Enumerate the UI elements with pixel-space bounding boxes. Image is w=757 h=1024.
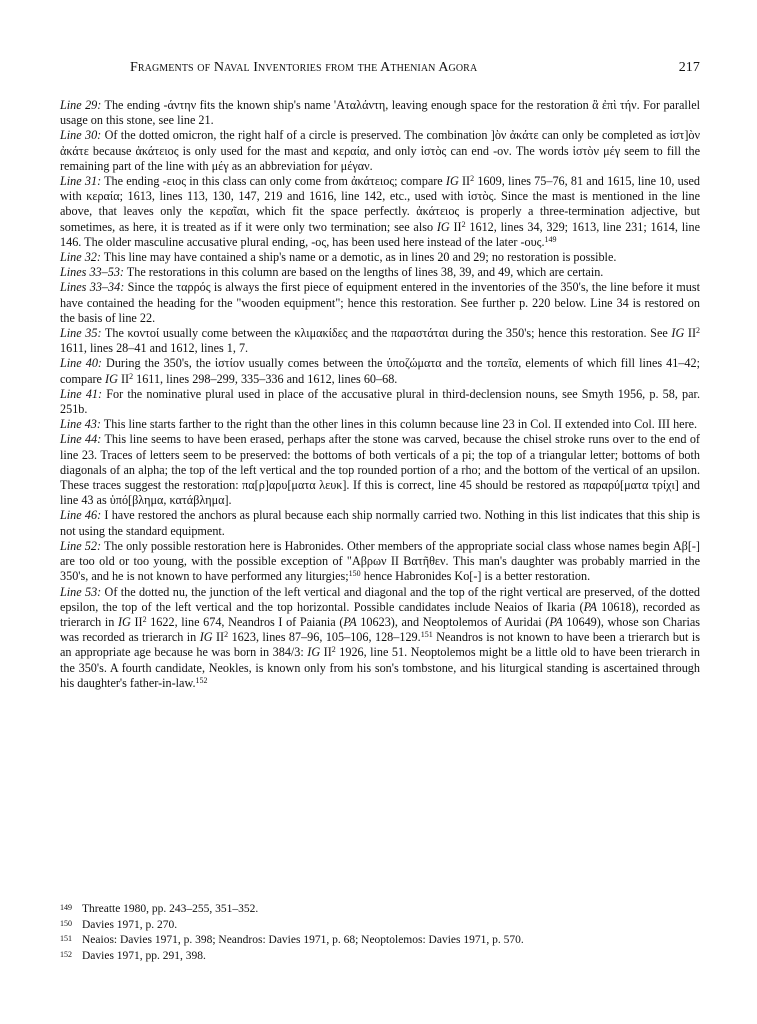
note-label: Line 31:: [60, 174, 102, 189]
italic-text: IG: [117, 614, 131, 629]
note-text: II: [212, 630, 225, 645]
note-text: This line may have contained a ship's name or a demotic, as in lines 20 and 29; no restoration is possible.: [100, 250, 617, 265]
footnote-number: 152: [60, 949, 72, 959]
superscript: 150: [348, 569, 361, 579]
note-text: During the 350's, the ἱστίον usually comes between the ὑποζώματα and the τοπεῖα, elements of which fill lines 41–42; compare: [60, 356, 701, 386]
note-text: I have restored the anchors as plural because each ship normally carried two. Nothing in this list indicates that this ship is not using the standard equipment.: [60, 508, 700, 538]
superscript: 2: [224, 630, 229, 640]
note-label: Line 41:: [60, 386, 103, 401]
note-label: Line 52:: [60, 538, 102, 553]
note-text: 1623, lines 87–96, 105–106, 128–129.: [228, 630, 421, 645]
italic-text: PA: [549, 614, 563, 629]
superscript: 2: [129, 371, 134, 381]
commentary-note: [60, 98, 700, 128]
note-text: The restorations in this column are based on the lengths of lines 38, 39, and 49, which are certain.: [123, 265, 604, 280]
running-header: [60, 60, 700, 80]
note-text: The only possible restoration here is Habronides. Other members of the appropriate social class whose names begin Αβ[-] are too old or too young, with the possible exception of "Αβρων II Βατῆθεν. This man's daughter was probably married in the 350's, and he is not known to have performed any liturgies;: [60, 538, 700, 584]
commentary-note: [60, 326, 700, 356]
superscript: 151: [420, 630, 433, 640]
note-text: 10649), whose son Charias was recorded as trierarch in: [60, 614, 701, 645]
note-text: 1611, lines 298–299, 335–336 and 1612, lines 60–68.: [133, 371, 398, 386]
italic-text: IG: [199, 630, 213, 645]
footnote-text: Threatte 1980, pp. 243–255, 351–352.: [82, 903, 259, 915]
commentary-note: [60, 280, 700, 326]
note-label: Line 29:: [60, 98, 102, 112]
footnote-text: Davies 1971, pp. 291, 398.: [82, 949, 206, 962]
italic-text: IG: [436, 219, 450, 234]
footnote-text: Neaios: Davies 1971, p. 398; Neandros: Davies 1971, p. 68; Neoptolemos: Davies 1971, p. 570.: [82, 934, 524, 946]
commentary-note: [60, 508, 700, 538]
note-label: Line 43:: [60, 417, 101, 432]
footnote: [60, 918, 700, 934]
note-text: 1609, lines 75–76, 81 and 1615, line 10, used with κεραία; 1613, lines 113, 130, 147, 219 and 1616, line 142, etc., used with ἱστὸς. Since the mast is mentioned in the line above, that leaves only the κεραῖαι, which fit the space perfectly. ἀκάτειος is properly a three-termination adjective, but sometimes, as here, it is treated as if it were only two termination; see also: [60, 174, 700, 234]
commentary-note: [60, 585, 700, 691]
italic-text: IG: [671, 326, 685, 341]
note-text: 1926, line 51. Neoptolemos might be a little old to have been trierarch in the 350's. A fourth candidate, Neokles, is known only from his son's tombstone, and his liturgical standing is ascertained through his daughter's father-in-law.: [60, 645, 700, 690]
commentary-note: [60, 174, 700, 250]
superscript: 152: [195, 675, 208, 685]
italic-text: IG: [307, 645, 321, 660]
note-text: The ending -άντην fits the known ship's name 'Αταλάντη, leaving enough space for the restoration ἃ ἐπὶ τήν. For parallel usage on this stone, see line 21.: [60, 98, 700, 128]
note-text: II: [320, 645, 332, 660]
superscript: 149: [544, 234, 557, 244]
italic-text: IG: [445, 174, 459, 189]
note-text: II: [130, 614, 143, 629]
commentary-body: [60, 98, 700, 691]
footnote-text: Davies 1971, p. 270.: [82, 918, 178, 931]
note-text: hence Habronides Κο[-] is a better restoration.: [360, 569, 591, 584]
superscript: 2: [142, 614, 147, 624]
note-label: Lines 33–34:: [60, 280, 125, 295]
note-text: II: [684, 326, 696, 341]
commentary-note: [60, 356, 700, 386]
footnote-number: 149: [60, 903, 72, 912]
footnote: [60, 933, 700, 949]
note-text: 1612, lines 34, 329; 1613, line 231; 1614, line 146. The older masculine accusative plural ending, -ος, has been used here instead of the later -ους.: [60, 219, 701, 249]
note-label: Lines 33–53:: [60, 265, 124, 280]
footnote: [60, 949, 700, 965]
note-label: Line 32:: [60, 250, 101, 265]
commentary-note: [60, 432, 700, 508]
italic-text: PA: [343, 614, 357, 629]
footnote-number: 150: [60, 918, 72, 928]
note-text: 1611, lines 28–41 and 1612, lines 1, 7.: [60, 341, 249, 356]
note-text: The κοντοί usually come between the κλιμακίδες and the παραστάται during the 350's; hence this restoration. See: [101, 326, 672, 341]
note-label: Line 46:: [60, 508, 102, 523]
note-label: Line 30:: [60, 128, 102, 143]
footnote: [60, 902, 700, 918]
commentary-note: [60, 250, 700, 265]
note-label: Line 35:: [60, 326, 102, 341]
note-text: This line starts farther to the right than the other lines in this column because line 23 in Col. II extended into Col. III here.: [100, 417, 698, 432]
commentary-note: [60, 128, 700, 174]
commentary-note: [60, 417, 700, 432]
note-text: Neandros is not known to have been a trierarch but is an appropriate age because he was born in 384/3:: [60, 630, 700, 660]
page-number: 217: [678, 60, 700, 75]
note-text: For the nominative plural used in place of the accusative plural in third-declension nouns, see Smyth 1956, p. 58, par. 251b.: [60, 386, 700, 417]
note-text: II: [458, 174, 471, 189]
note-text: This line seems to have been erased, perhaps after the stone was carved, because the chisel stroke runs over to the end of line 23. Traces of letters seem to be preserved: the bottoms of both verticals of a pi; the top of a triangular letter; bottoms of both diagonals of an alpha; the top of the left vertical and the top rounded portion of a rho; and the bottom of the vertical of an upsilon. These traces suggest the restoration: πα[ρ]αρυ[ματα λευκ]. If this is correct, line 45 should be restored as παραρύ[ματα τρίχι] and line 43 as ὑπό[βλημα, κατάβλημα].: [60, 432, 700, 508]
note-label: Line 44:: [60, 432, 102, 447]
superscript: 2: [470, 174, 475, 184]
italic-text: IG: [105, 371, 118, 386]
note-text: Of the dotted nu, the junction of the left vertical and diagonal and the top of the right vertical are preserved, of the dotted epsilon, the top of the left vertical and the top horizontal. Possible candidates include Neaios of Ikaria (: [60, 584, 700, 614]
note-text: 1622, line 674, Neandros I of Paiania (: [146, 614, 344, 629]
note-label: Line 53:: [60, 584, 102, 599]
superscript: 2: [331, 645, 336, 655]
note-label: Line 40:: [60, 356, 102, 371]
note-text: Of the dotted omicron, the right half of a circle is preserved. The combination ]ὸν ἀκάτε can only be completed as ἱστ]ὸν ἀκάτε because ἀκάτειος is only used for the mast and κεραία, and only ἱστὸς can end -ον. The words ἱστὸν μέγ seem to fill the remaining part of the line with μέγ as an abbreviation for μέγαν.: [60, 128, 700, 173]
note-text: Since the ταρρός is always the first piece of equipment entered in the inventories of the 350's, the line before it must have contained the heading for the "wooden equipment"; hence this restoration. See further p. 220 below. Line 34 is restored on the basis of line 22.: [60, 280, 700, 325]
footnote-number: 151: [60, 934, 72, 943]
superscript: 2: [696, 326, 700, 336]
footnotes-section: [60, 902, 700, 964]
note-text: 10623), and Neoptolemos of Auridai (: [356, 614, 550, 629]
note-text: II: [449, 219, 462, 234]
commentary-note: [60, 539, 700, 585]
running-title: Fragments of Naval Inventories from the Athenian Agora: [130, 60, 478, 75]
note-text: The ending -ειος in this class can only come from ἀκάτειος; compare: [101, 174, 446, 189]
commentary-note: [60, 265, 700, 280]
commentary-note: [60, 387, 700, 417]
italic-text: PA: [583, 599, 597, 614]
note-text: 10618), recorded as trierarch in: [60, 599, 701, 629]
note-text: II: [117, 371, 130, 386]
superscript: 2: [461, 219, 466, 229]
